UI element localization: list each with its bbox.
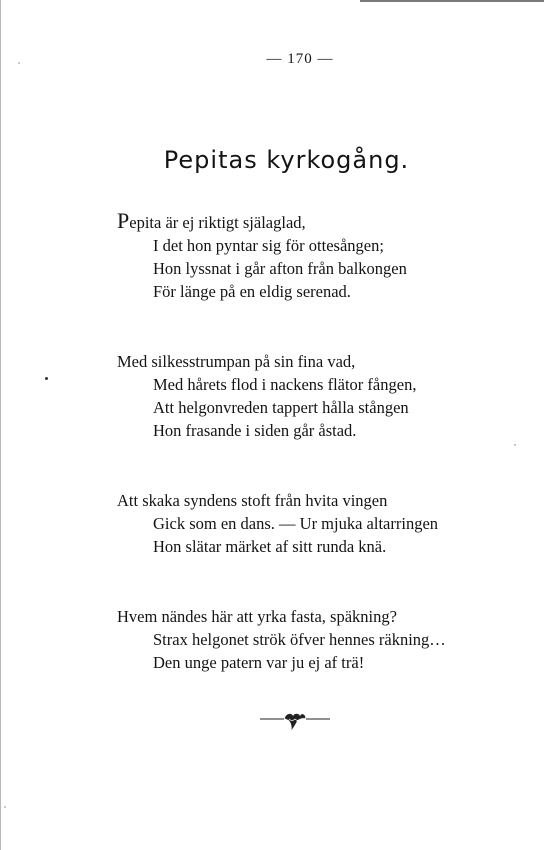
poem-line: Hon frasande i siden går åstad. [153, 421, 357, 440]
poem-line: För länge på en eldig serenad. [153, 282, 351, 301]
stanza-2 [117, 350, 416, 442]
poem-line: I det hon pyntar sig för ottesången; [153, 236, 384, 255]
paper-speck [514, 444, 516, 446]
margin-dot [45, 377, 48, 380]
poem-line: Att helgonvreden tappert hålla stången [153, 398, 409, 417]
stanza-3 [117, 489, 438, 558]
poem-line: Gick som en dans. — Ur mjuka altarringen [153, 514, 439, 533]
poem-line: Pepita är ej riktigt själaglad, [117, 208, 306, 233]
page-number: — 170 — [266, 51, 334, 67]
stanza-1 [117, 209, 407, 303]
poem-line: Hvem nändes här att yrka fasta, späkning? [117, 607, 397, 626]
poem-line: Hon slätar märket af sitt runda knä. [153, 537, 387, 556]
stanza-4 [117, 605, 446, 674]
poem-line: Hon lyssnat i går afton från balkongen [153, 259, 407, 278]
paper-speck [4, 806, 6, 808]
left-edge-rule [0, 0, 1, 850]
poem-line: Med hårets flod i nackens flätor fången, [153, 375, 417, 394]
poem-line: Med silkesstrumpan på sin fina vad, [117, 352, 356, 371]
poem-title: Pepitas kyrkogång. [163, 146, 410, 174]
top-edge-rule [360, 0, 544, 2]
fleuron-ornament-icon [258, 702, 332, 732]
poem-line: Den unge patern var ju ej af trä! [153, 653, 365, 672]
poem-line: Att skaka syndens stoft från hvita vingen [117, 491, 388, 510]
poem-line: Strax helgonet strök öfver hennes räkning… [153, 630, 446, 649]
